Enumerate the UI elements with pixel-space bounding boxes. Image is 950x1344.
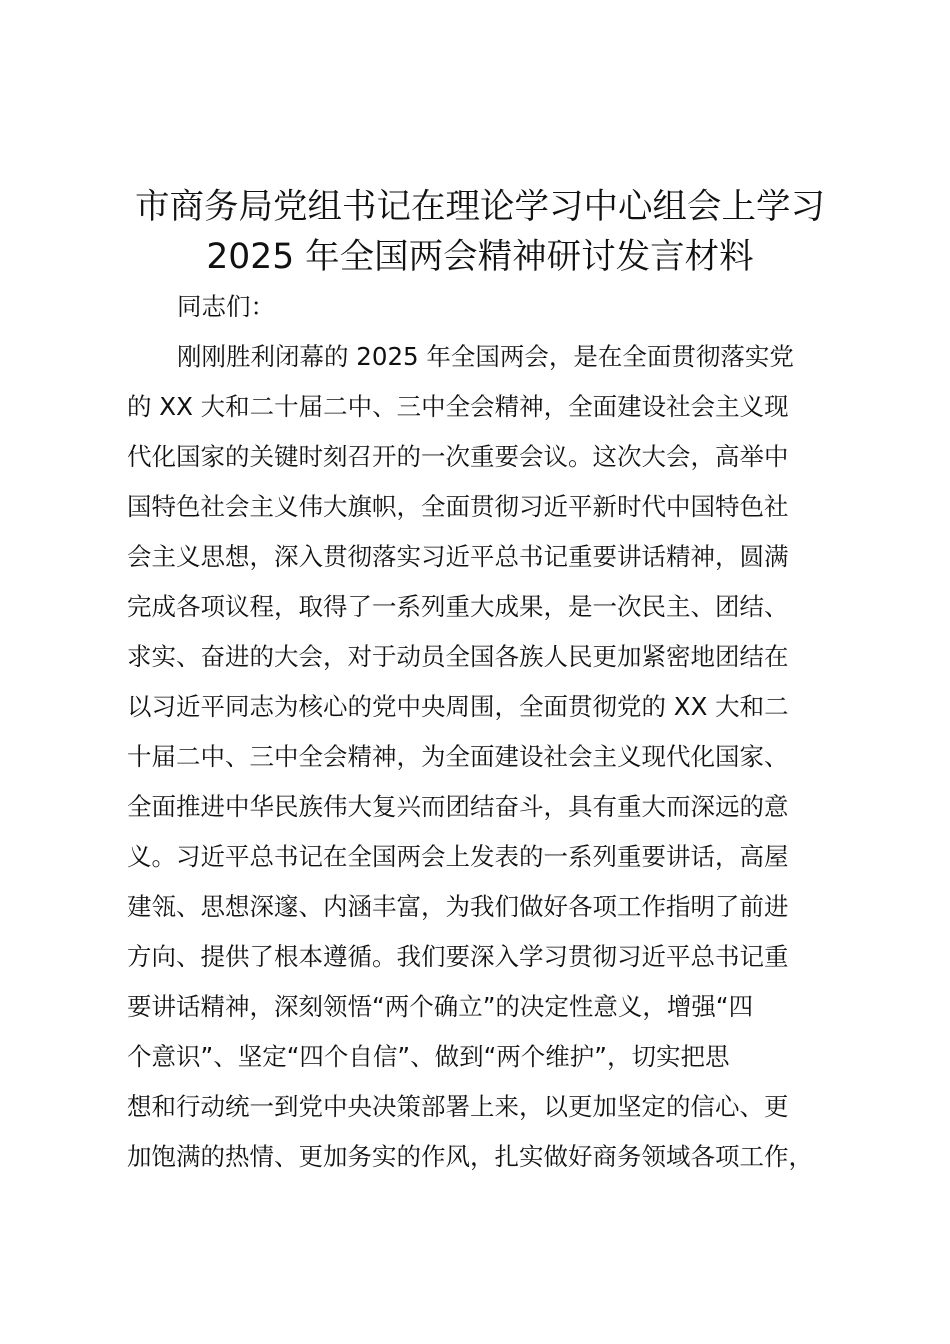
paragraph-line: 国特色社会主义伟大旗帜，全面贯彻习近平新时代中国特色社: [127, 492, 789, 521]
salutation: 同志们：: [177, 292, 275, 321]
paragraph-line: 完成各项议程，取得了一系列重大成果，是一次民主、团结、: [127, 592, 789, 621]
paragraph-line: 方向、提供了根本遵循。我们要深入学习贯彻习近平总书记重: [127, 942, 789, 971]
document-body: [127, 282, 847, 1182]
paragraph-line: 建瓴、思想深邃、内涵丰富，为我们做好各项工作指明了前进: [127, 892, 789, 921]
document-title: [100, 182, 860, 282]
title-line-2: 2025 年全国两会精神研讨发言材料: [206, 237, 754, 277]
paragraph-line: 个意识”、坚定“四个自信”、做到“两个维护”，切实把思: [127, 1042, 730, 1071]
paragraph-line: 的 XX 大和二十届二中、三中全会精神，全面建设社会主义现: [127, 392, 789, 421]
paragraph-line: 以习近平同志为核心的党中央周围，全面贯彻党的 XX 大和二: [127, 692, 789, 721]
title-line-1: 市商务局党组书记在理论学习中心组会上学习: [135, 187, 825, 227]
paragraph-line: 想和行动统一到党中央决策部署上来，以更加坚定的信心、更: [127, 1092, 789, 1121]
paragraph-line: 十届二中、三中全会精神，为全面建设社会主义现代化国家、: [127, 742, 789, 771]
paragraph-line: 代化国家的关键时刻召开的一次重要会议。这次大会，高举中: [127, 442, 789, 471]
paragraph-line: 刚刚胜利闭幕的 2025 年全国两会，是在全面贯彻落实党: [177, 342, 794, 371]
paragraph-line: 义。习近平总书记在全国两会上发表的一系列重要讲话，高屋: [127, 842, 789, 871]
paragraph-line: 会主义思想，深入贯彻落实习近平总书记重要讲话精神，圆满: [127, 542, 789, 571]
paragraph-line: 全面推进中华民族伟大复兴而团结奋斗，具有重大而深远的意: [127, 792, 789, 821]
paragraph-line: 要讲话精神，深刻领悟“两个确立”的决定性意义，增强“四: [127, 992, 754, 1021]
paragraph-line: 求实、奋进的大会，对于动员全国各族人民更加紧密地团结在: [127, 642, 789, 671]
paragraph-line: 加饱满的热情、更加务实的作风，扎实做好商务领域各项工作，: [127, 1142, 813, 1171]
